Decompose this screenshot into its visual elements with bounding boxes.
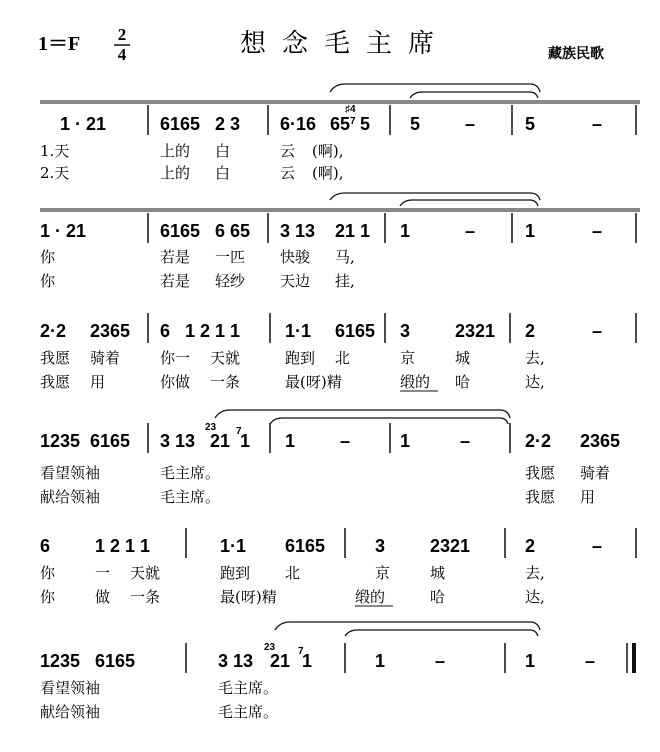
grace-note: 23 xyxy=(205,422,217,433)
notation-segment: 1 xyxy=(375,651,386,671)
lyric: 缎的 xyxy=(400,373,431,391)
time-signature-top: 2 xyxy=(117,25,127,44)
notation-segment: 6 xyxy=(160,321,171,341)
notation-segment: 2 xyxy=(525,536,536,556)
lyric: 最(呀)精 xyxy=(220,588,277,606)
time-signature-bottom: 4 xyxy=(117,45,127,64)
lyric: 白 xyxy=(215,164,231,182)
notation-segment: 2321 xyxy=(430,536,471,556)
lyric: 一 xyxy=(95,564,111,582)
phrase-slur xyxy=(215,410,510,418)
notation-segment: 3 13 xyxy=(280,221,316,241)
lyric: 你 xyxy=(40,248,56,266)
lyric: 缎的 xyxy=(355,588,386,606)
notation-segment: – xyxy=(435,651,446,671)
key-signature: 1＝F xyxy=(38,33,81,55)
lyric: 云 xyxy=(280,164,296,182)
lyric: 骑着 xyxy=(580,464,611,482)
grace-note: 7 xyxy=(350,116,356,127)
lyric: 跑到 xyxy=(220,564,251,582)
notation-segment: 6165 xyxy=(160,221,201,241)
grace-note: ♯4 xyxy=(345,104,356,115)
lyric: 上的 xyxy=(160,164,191,182)
notation-segment: 1 xyxy=(525,221,536,241)
lyric: 挂, xyxy=(335,272,355,290)
lyric: 做 xyxy=(95,588,111,606)
notation-segment: – xyxy=(340,431,351,451)
lyric: 用 xyxy=(90,373,106,391)
lyric: 我愿 xyxy=(525,488,556,506)
phrase-slur xyxy=(400,200,538,206)
lyric: 城 xyxy=(455,349,471,367)
notation-segment: 1 xyxy=(285,431,296,451)
notation-segment: 2365 xyxy=(90,321,131,341)
notation-segment: – xyxy=(465,221,476,241)
notation-segment: 21 xyxy=(210,431,231,451)
grace-note: 7 xyxy=(298,646,304,657)
lyric: 1.天 xyxy=(40,142,70,160)
notation-segment: 65 xyxy=(330,114,351,134)
music-line-1 xyxy=(40,84,640,182)
notation-segment: 1 2 1 1 xyxy=(185,321,241,341)
notation-segment: 2 xyxy=(525,321,536,341)
notation-segment: 6165 xyxy=(335,321,376,341)
notation-segment: 1 2 1 1 xyxy=(95,536,151,556)
notation-segment: – xyxy=(465,114,476,134)
phrase-slur xyxy=(410,92,538,98)
phrase-slur xyxy=(270,418,508,424)
notation-segment: 3 xyxy=(375,536,386,556)
notation-segment: 6165 xyxy=(285,536,326,556)
notation-segment: – xyxy=(585,651,596,671)
notation-segment: 21 1 xyxy=(335,221,371,241)
notation-segment: 6 xyxy=(40,536,51,556)
lyric: (啊), xyxy=(312,164,344,182)
notation-segment: 2 3 xyxy=(215,114,241,134)
notation-segment: 3 xyxy=(400,321,411,341)
notation-segment: 1 · 21 xyxy=(60,114,107,134)
music-line-3 xyxy=(40,313,636,391)
notation-segment: 2·2 xyxy=(525,431,552,451)
notation-segment: 1235 xyxy=(40,431,81,451)
lyric: 献给领袖 xyxy=(40,488,101,506)
lyric: 北 xyxy=(285,564,301,582)
notation-segment: – xyxy=(592,114,603,134)
lyric: 你 xyxy=(40,588,56,606)
notation-segment: 1235 xyxy=(40,651,81,671)
lyric: 若是 xyxy=(160,248,191,266)
lyric: 北 xyxy=(335,349,351,367)
lyric: 你一 xyxy=(160,349,191,367)
notation-segment: 1 xyxy=(400,431,411,451)
phrase-slur xyxy=(330,193,540,200)
lyric: 轻纱 xyxy=(215,272,246,290)
lyric: 达, xyxy=(525,588,545,606)
lyric: 京 xyxy=(400,349,416,367)
notation-segment: 5 xyxy=(525,114,536,134)
lyric: 跑到 xyxy=(285,349,316,367)
notation-segment: – xyxy=(460,431,471,451)
notation-segment: 6165 xyxy=(160,114,201,134)
lyric: 你做 xyxy=(160,373,191,391)
header xyxy=(38,25,604,64)
lyric: 一匹 xyxy=(215,248,246,266)
lyric: 一条 xyxy=(130,588,161,606)
lyric: 我愿 xyxy=(525,464,556,482)
lyric: 毛主席。 xyxy=(160,464,221,482)
lyric: 骑着 xyxy=(90,349,121,367)
notation-segment: – xyxy=(592,536,603,556)
phrase-slur xyxy=(275,622,540,630)
lyric: 达, xyxy=(525,373,545,391)
music-line-5 xyxy=(40,528,636,606)
lyric: 天就 xyxy=(130,564,161,582)
notation-segment: 21 xyxy=(270,651,291,671)
phrase-slur xyxy=(330,84,540,92)
lyric: 毛主席。 xyxy=(160,488,221,506)
music-line-4 xyxy=(40,410,620,506)
notation-segment: 5 xyxy=(410,114,421,134)
lyric: 天就 xyxy=(210,349,241,367)
lyric: 若是 xyxy=(160,272,191,290)
lyric: 去, xyxy=(525,564,545,582)
lyric: 城 xyxy=(430,564,446,582)
notation-segment: 6165 xyxy=(95,651,136,671)
notation-segment: 1·1 xyxy=(285,321,312,341)
notation-segment: 1 xyxy=(302,651,313,671)
lyric: 哈 xyxy=(430,588,446,606)
notation-segment: 2321 xyxy=(455,321,496,341)
lyric: 我愿 xyxy=(40,373,71,391)
notation-segment: 6 65 xyxy=(215,221,251,241)
lyric: 马, xyxy=(335,248,355,266)
lyric: (啊), xyxy=(312,142,344,160)
lyric: 去, xyxy=(525,349,545,367)
lyric: 上的 xyxy=(160,142,191,160)
music-line-2 xyxy=(40,193,640,290)
notation-segment: 5 xyxy=(360,114,371,134)
lyric: 云 xyxy=(280,142,296,160)
notation-segment: 1·1 xyxy=(220,536,247,556)
lyric: 看望领袖 xyxy=(40,679,101,697)
phrase-slur xyxy=(345,630,538,636)
notation-segment: 1 xyxy=(240,431,251,451)
lyric: 最(呀)精 xyxy=(285,373,342,391)
lyric: 毛主席。 xyxy=(218,703,279,721)
lyric: 你 xyxy=(40,272,56,290)
lyric: 哈 xyxy=(455,373,471,391)
notation-segment: 3 13 xyxy=(218,651,254,671)
lyric: 快骏 xyxy=(280,248,311,266)
notation-segment: 6·16 xyxy=(280,114,317,134)
lyric: 天边 xyxy=(280,272,311,290)
notation-segment: 2365 xyxy=(580,431,621,451)
grace-note: 23 xyxy=(264,642,276,653)
notation-segment: 3 13 xyxy=(160,431,196,451)
notation-segment: 1 · 21 xyxy=(40,221,87,241)
notation-segment: 2·2 xyxy=(40,321,67,341)
song-title: 想念毛主席 xyxy=(240,29,451,59)
lyric: 京 xyxy=(375,564,391,582)
lyric: 献给领袖 xyxy=(40,703,101,721)
lyric: 我愿 xyxy=(40,349,71,367)
lyric: 2.天 xyxy=(40,164,70,182)
lyric: 用 xyxy=(580,488,596,506)
notation-segment: – xyxy=(592,321,603,341)
notation-segment: – xyxy=(592,221,603,241)
music-line-6 xyxy=(40,622,634,721)
notation-segment: 1 xyxy=(525,651,536,671)
lyric: 看望领袖 xyxy=(40,464,101,482)
song-source: 藏族民歌 xyxy=(548,46,604,62)
lyric: 一条 xyxy=(210,373,241,391)
grace-note: 7 xyxy=(236,426,242,437)
notation-segment: 1 xyxy=(400,221,411,241)
lyric: 你 xyxy=(40,564,56,582)
lyric: 白 xyxy=(215,142,231,160)
notation-segment: 6165 xyxy=(90,431,131,451)
lyric: 毛主席。 xyxy=(218,679,279,697)
